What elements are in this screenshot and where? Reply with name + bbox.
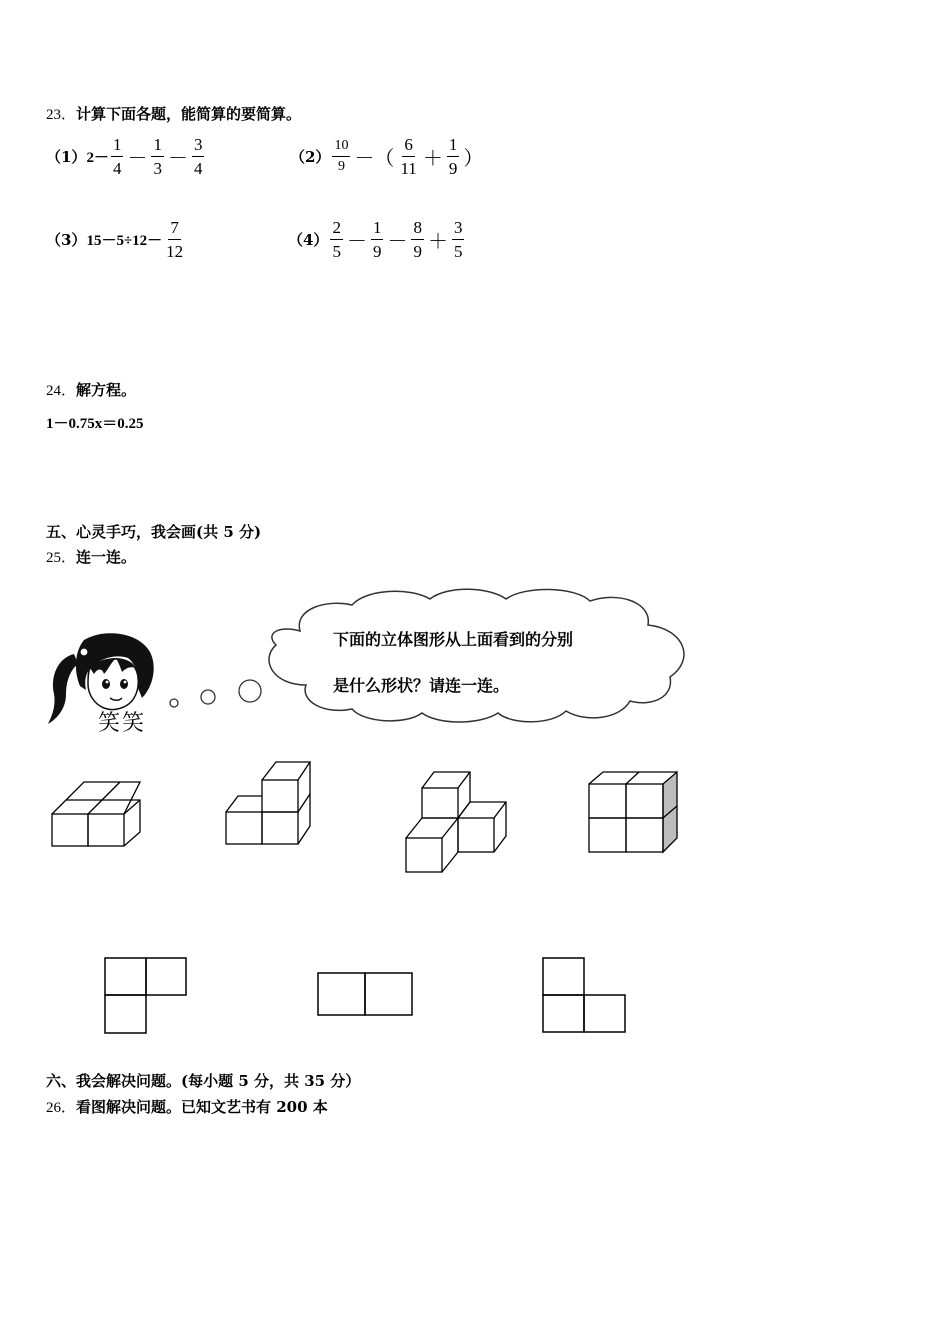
q26-number: 26．	[46, 1100, 77, 1116]
q23-p2-label: （2）	[290, 148, 331, 166]
section5-heading: 五、心灵手巧，我会画(共 5 分)	[46, 523, 262, 541]
solid-figure-1	[50, 780, 146, 848]
fraction: $\frac{3}{5}$	[453, 218, 463, 261]
section6-heading: 六、我会解决问题。(每小题 5 分，共 35 分）	[46, 1072, 361, 1090]
q23-p3-label: （3）	[46, 231, 87, 249]
fraction: $\frac{6}{11}$	[400, 135, 417, 178]
q23-part2: （2） $\frac{10}{9}$ －（ $\frac{6}{11}$ ＋ $\frac{1}{9}$ ）	[290, 135, 484, 178]
q23-p4-label: （4）	[288, 231, 329, 249]
q24-heading	[46, 379, 136, 400]
q23-part3	[46, 219, 187, 260]
q25-title: 连一连。	[76, 548, 137, 566]
fraction: $\frac{1}{4}$	[112, 135, 122, 178]
bubble-text-line1: 下面的立体图形从上面看到的分别	[333, 630, 574, 649]
q23-part4: （4） $\frac{2}{5}$ － $\frac{1}{9}$ － $\frac{8}{9}$ ＋ $\frac{3}{5}$	[288, 218, 463, 261]
thought-bubble-cloud	[260, 585, 696, 725]
bubble-text-line2: 是什么形状？请连一连。	[333, 676, 510, 695]
q23-title: 计算下面各题，能简算的要简算。	[76, 105, 302, 123]
fraction: $\frac{1}{3}$	[153, 135, 162, 178]
q24-title: 解方程。	[76, 381, 137, 399]
q23-p1-lead: 2－	[86, 150, 109, 166]
q25-number: 25．	[46, 550, 77, 566]
q23-heading	[46, 103, 301, 124]
fraction: $\frac{7}{12}$	[166, 218, 184, 261]
q23-p1-label: （1）	[46, 148, 87, 166]
character-caption: 笑笑	[98, 711, 147, 736]
top-view-l-shape	[104, 957, 188, 1035]
q23-part1: （1）2－ $\frac{1}{4}$ － $\frac{1}{3}$ － $\frac{3}{4}$	[46, 135, 203, 178]
fraction: $\frac{1}{9}$	[372, 218, 382, 261]
q23-p3-lead: 15－5÷12－	[86, 233, 163, 249]
q26-heading	[46, 1096, 328, 1117]
q24-equation: 1－0.75x＝0.25	[46, 416, 144, 432]
fraction: $\frac{10}{9}$	[334, 138, 349, 174]
fraction: $\frac{8}{9}$	[413, 218, 422, 261]
thought-dots	[165, 676, 265, 716]
solid-figure-4	[587, 770, 683, 856]
q25-heading	[46, 546, 136, 567]
fraction: $\frac{1}{9}$	[448, 135, 458, 178]
q23-number: 23．	[46, 107, 77, 123]
fraction: $\frac{3}{4}$	[193, 135, 203, 178]
q24-number: 24．	[46, 383, 77, 399]
top-view-step-shape	[542, 957, 628, 1035]
solid-figure-2	[224, 758, 316, 846]
q26-title: 看图解决问题。已知文艺书有 200 本	[76, 1098, 328, 1116]
solid-figure-3	[404, 770, 512, 876]
fraction: $\frac{2}{5}$	[332, 218, 341, 261]
top-view-two-squares	[317, 972, 415, 1018]
